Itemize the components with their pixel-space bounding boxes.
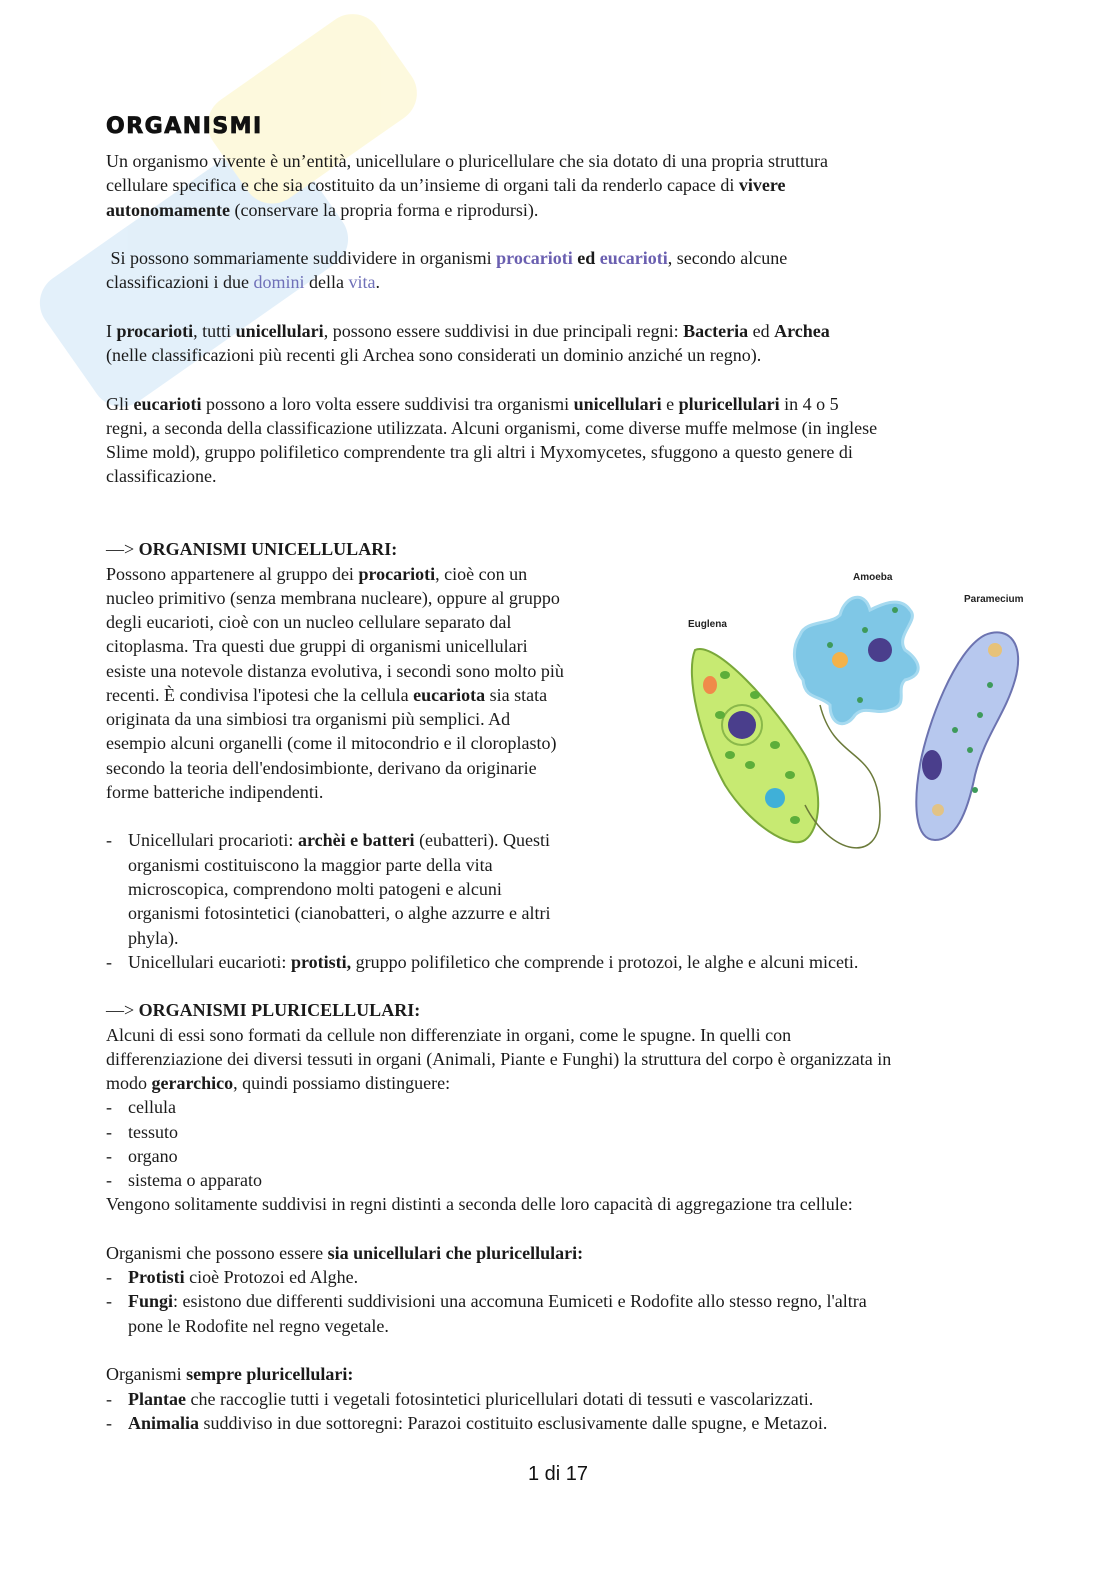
text-line <box>106 489 1006 513</box>
text-segment: Gli <box>106 393 134 414</box>
text-segment: . <box>375 272 380 293</box>
text-segment: cellula <box>128 1097 176 1118</box>
bullet-dash: - <box>106 1145 112 1166</box>
list-item <box>106 1144 1006 1168</box>
text-line <box>106 270 1006 294</box>
text-segment: I <box>106 320 117 341</box>
text-segment: secondo la teoria dell'endosimbionte, derivano da originarie <box>106 757 537 778</box>
emphasized-text: Animalia <box>128 1412 200 1433</box>
paragraph <box>106 974 1006 998</box>
bullet-dash: - <box>106 1267 112 1288</box>
text-segment: tessuto <box>128 1121 179 1142</box>
text-segment: della <box>304 272 349 293</box>
paramecium-label: Paramecium <box>964 594 1024 605</box>
text-segment: Alcuni di essi sono formati da cellule non differenziate in organi, come le spugne. In quelli con <box>106 1024 792 1045</box>
link-text[interactable]: vita <box>348 272 376 293</box>
text-segment: Un organismo vivente è un’entità, unicellulare o pluricellulare che sia dotato di una propria struttura <box>106 151 828 171</box>
text-segment: sistema o apparato <box>128 1170 262 1191</box>
text-segment: Organismi che possono essere <box>106 1242 328 1263</box>
text-line <box>128 1387 1006 1411</box>
text-line <box>106 1362 1006 1386</box>
list-item <box>106 1411 1006 1435</box>
paragraph <box>106 367 1006 391</box>
text-segment: che raccoglie tutti i vegetali fotosintetici pluricellulari dotati di tessuti e vascolarizzati. <box>186 1388 814 1409</box>
text-line <box>128 1265 1006 1289</box>
text-line <box>128 926 1006 950</box>
text-line <box>106 246 1006 270</box>
emphasized-text: ORGANISMI UNICELLULARI: <box>138 539 398 560</box>
text-line <box>106 998 1006 1022</box>
text-line <box>128 901 1006 925</box>
text-segment: , tutti <box>193 320 236 341</box>
text-line <box>106 1023 1006 1047</box>
text-segment: differenziazione dei diversi tessuti in organi (Animali, Piante e Funghi) la struttura del corpo è organizzata in <box>106 1048 892 1069</box>
list-item <box>106 1289 1006 1338</box>
text-segment: Slime mold), gruppo polifiletico comprendente tra gli altri i Myxomycetes, sfuggono a questo genere di <box>106 442 853 463</box>
text-segment: —> <box>106 1000 139 1021</box>
text-line <box>106 222 1006 246</box>
text-segment: , secondo alcune <box>667 248 788 269</box>
text-segment: organo <box>128 1145 178 1166</box>
list-item <box>106 1095 1006 1119</box>
emphasized-text: Plantae <box>128 1388 186 1409</box>
text-line <box>106 1217 1006 1241</box>
unicellular-organisms-illustration <box>655 565 1035 860</box>
text-segment: Unicellulari eucarioti: <box>128 951 291 972</box>
emphasized-text: archèi e batteri <box>297 830 415 851</box>
emphasized-text: ed <box>572 248 600 269</box>
text-segment: , cioè con un <box>435 563 528 584</box>
text-segment: microscopica, comprendono molti patogeni e alcuni <box>128 878 502 899</box>
paragraph <box>106 489 1006 538</box>
list-item <box>106 1168 1006 1192</box>
emphasized-text: protisti, <box>290 951 352 972</box>
text-segment: organismi fotosintetici (cianobatteri, o alghe azzurre e altri <box>128 903 551 924</box>
emphasized-text: autonomamente <box>106 199 230 220</box>
text-segment: Possono appartenere al gruppo dei <box>106 563 359 584</box>
text-line <box>106 1338 1006 1362</box>
emphasized-text: gerarchico <box>151 1073 234 1094</box>
text-segment: ed <box>748 320 775 341</box>
text-line <box>128 1314 1006 1338</box>
emphasized-text: procarioti <box>116 320 194 341</box>
text-segment: —> <box>106 539 139 560</box>
emphasized-text: eucarioti <box>133 393 202 414</box>
emphasized-text: unicellulari <box>573 393 662 414</box>
paragraph <box>106 246 1006 295</box>
text-segment: regni, a seconda della classificazione utilizzata. Alcuni organismi, come diverse muffe melmose (in inglese <box>106 417 878 438</box>
text-line <box>106 149 1006 173</box>
emphasized-text: Fungi <box>128 1291 174 1312</box>
text-segment: recenti. È condivisa l'ipotesi che la cellula <box>106 684 414 705</box>
text-line <box>106 513 1006 537</box>
bullet-dash: - <box>106 1291 112 1312</box>
emphasized-text: Bacteria <box>683 320 749 341</box>
paragraph <box>106 149 1006 222</box>
text-segment: : esistono due differenti suddivisioni una accomuna Eumiceti e Rodofite allo stesso regno, l'altra <box>173 1291 867 1312</box>
emphasized-text: vivere <box>738 175 786 196</box>
link-text[interactable]: domini <box>253 272 305 293</box>
text-segment: Vengono solitamente suddivisi in regni distinti a seconda delle loro capacità di aggregazione tra cellule: <box>106 1194 853 1215</box>
text-segment: cioè Protozoi ed Alghe. <box>184 1267 359 1288</box>
paragraph <box>106 1338 1006 1362</box>
text-line <box>106 343 1006 367</box>
text-line <box>106 416 1006 440</box>
paragraph <box>106 1192 1006 1216</box>
emphasized-text: eucarioti <box>599 248 668 269</box>
bullet-dash: - <box>106 830 112 851</box>
emphasized-text: procarioti <box>358 563 436 584</box>
text-segment: in 4 o 5 <box>779 393 839 414</box>
text-segment: Si possono sommariamente suddividere in organismi <box>106 248 497 269</box>
text-segment: nucleo primitivo (senza membrana nucleare), oppure al gruppo <box>106 587 560 608</box>
paragraph <box>106 319 1006 368</box>
page-title: ORGANISMI <box>106 114 263 139</box>
text-segment: sia stata <box>485 684 548 705</box>
text-line <box>128 877 1006 901</box>
paragraph <box>106 998 1006 1095</box>
paragraph <box>106 392 1006 489</box>
amoeba-label: Amoeba <box>853 572 893 583</box>
text-line <box>128 1168 1006 1192</box>
text-segment: citoplasma. Tra questi due gruppi di organismi unicellulari <box>106 636 528 657</box>
emphasized-text: procarioti <box>496 248 573 269</box>
text-line <box>128 1144 1006 1168</box>
text-line <box>106 392 1006 416</box>
emphasized-text: unicellulari <box>235 320 324 341</box>
text-segment: modo <box>106 1073 152 1094</box>
euglena-label: Euglena <box>688 619 727 630</box>
text-segment: Unicellulari procarioti: <box>128 830 298 851</box>
paragraph <box>106 295 1006 319</box>
text-line <box>106 1241 1006 1265</box>
text-segment: gruppo polifiletico che comprende i protozoi, le alghe e alcuni miceti. <box>351 951 859 972</box>
bullet-dash: - <box>106 1121 112 1142</box>
text-segment: phyla). <box>128 927 179 948</box>
text-segment: pone le Rodofite nel regno vegetale. <box>128 1315 389 1336</box>
text-line <box>128 1411 1006 1435</box>
text-line <box>106 173 1006 197</box>
text-segment: (eubatteri). Questi <box>414 830 551 851</box>
text-line <box>106 367 1006 391</box>
text-line <box>106 1192 1006 1216</box>
emphasized-text: sia unicellulari che pluricellulari: <box>327 1242 584 1263</box>
paragraph <box>106 1217 1006 1241</box>
bullet-dash: - <box>106 1170 112 1191</box>
bullet-dash: - <box>106 1388 112 1409</box>
text-segment: organismi costituiscono la maggior parte della vita <box>128 854 493 875</box>
text-line <box>106 974 1006 998</box>
paragraph <box>106 1362 1006 1386</box>
text-segment: , quindi possiamo distinguere: <box>233 1073 451 1094</box>
text-segment: forme batteriche indipendenti. <box>106 781 324 802</box>
text-line <box>106 537 1006 561</box>
text-line <box>106 464 1006 488</box>
emphasized-text: sempre pluricellulari: <box>186 1364 354 1385</box>
bullet-dash: - <box>106 1097 112 1118</box>
text-line <box>106 1047 1006 1071</box>
amoeba-cell <box>794 597 918 723</box>
text-segment: classificazioni i due <box>106 272 254 293</box>
emphasized-text: ORGANISMI PLURICELLULARI: <box>138 1000 421 1021</box>
text-segment: (nelle classificazioni più recenti gli Archea sono considerati un dominio anziché un regno). <box>106 345 762 366</box>
text-line <box>106 1071 1006 1095</box>
text-segment: suddiviso in due sottoregni: Parazoi costituito esclusivamente dalle spugne, e Metazoi. <box>199 1412 828 1433</box>
bullet-dash: - <box>106 951 112 972</box>
text-line <box>106 319 1006 343</box>
emphasized-text: Protisti <box>128 1267 185 1288</box>
list-item <box>106 1120 1006 1144</box>
text-segment: , possono essere suddivisi in due principali regni: <box>323 320 684 341</box>
list-item <box>106 1265 1006 1289</box>
text-segment: (conservare la propria forma e riprodursi). <box>230 199 539 220</box>
text-segment: degli eucarioti, cioè con un nucleo cellulare separato dal <box>106 612 512 633</box>
emphasized-text: Archea <box>774 320 830 341</box>
text-segment: possono a loro volta essere suddivisi tra organismi <box>201 393 574 414</box>
paramecium-cell <box>916 632 1018 840</box>
list-item <box>106 950 1006 974</box>
text-segment: e <box>661 393 679 414</box>
text-line <box>128 1289 1006 1313</box>
list-item <box>106 1387 1006 1411</box>
text-line <box>106 295 1006 319</box>
text-segment: esiste una notevole distanza evolutiva, i secondi sono molto più <box>106 660 564 681</box>
text-line <box>106 198 1006 222</box>
paragraph <box>106 222 1006 246</box>
emphasized-text: eucariota <box>413 684 486 705</box>
text-line <box>128 950 1006 974</box>
paragraph <box>106 1241 1006 1265</box>
text-segment: classificazione. <box>106 466 217 487</box>
text-segment: Organismi <box>106 1364 187 1385</box>
bullet-dash: - <box>106 1412 112 1433</box>
text-line <box>128 1095 1006 1119</box>
euglena-flagellum <box>805 705 880 848</box>
text-line <box>106 440 1006 464</box>
text-segment: originata da una simbiosi tra organismi più semplici. Ad <box>106 709 511 730</box>
page-number: 1 di 17 <box>527 1463 589 1485</box>
emphasized-text: pluricellulari <box>678 393 780 414</box>
text-segment: cellulare specifica e che sia costituito da un’insieme di organi tali da renderlo capace di <box>106 175 739 196</box>
text-segment: esempio alcuni organelli (come il mitocondrio e il cloroplasto) <box>106 733 557 754</box>
text-line <box>128 1120 1006 1144</box>
